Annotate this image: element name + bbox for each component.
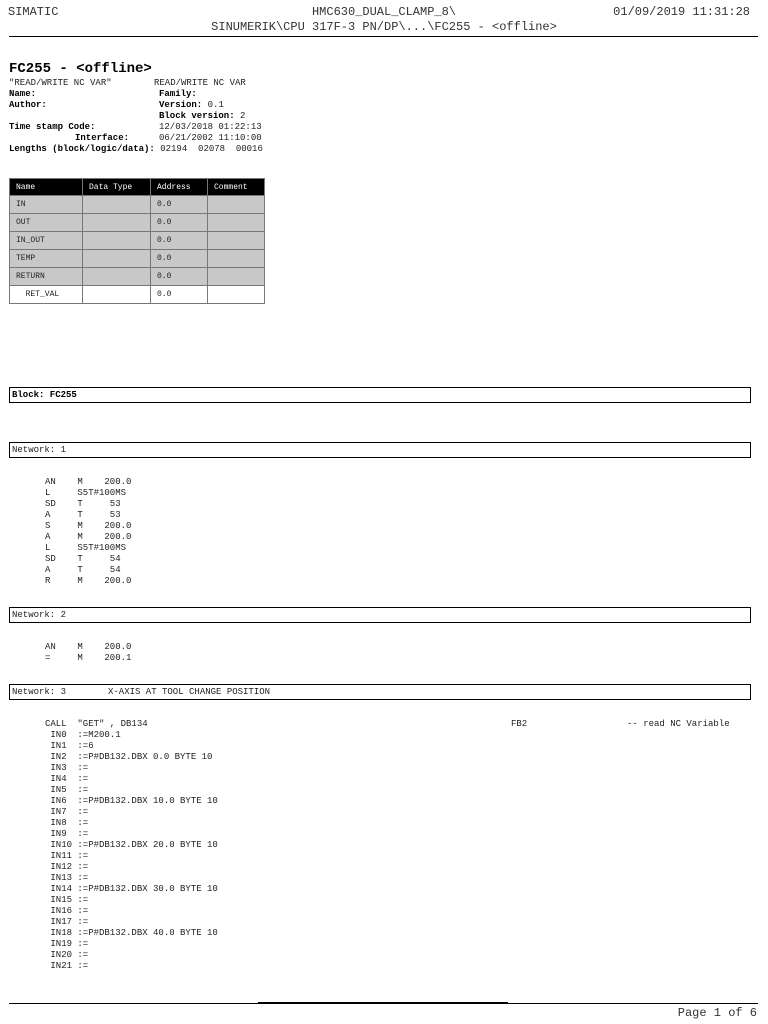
network-1-code: AN M 200.0 L S5T#100MS SD T 53 A T 53 S M 200.0 A M 200.0 L S5T#100MS SD T 54 A T 54 R M 200.0 xyxy=(45,477,132,586)
timestamp-label: Time stamp Code: xyxy=(9,122,96,132)
interface-table-header xyxy=(10,179,265,196)
block-title: FC255 - <offline> xyxy=(9,61,152,77)
cell-comment xyxy=(208,268,265,286)
network-2-label: Network: 2 xyxy=(12,610,67,620)
table-row-ret-val xyxy=(10,286,265,304)
network-3-title: X-AXIS AT TOOL CHANGE POSITION xyxy=(108,687,271,697)
cell-addr: 0.0 xyxy=(151,232,208,250)
header-path: SINUMERIK\CPU 317F-3 PN/DP\...\FC255 - <offline> xyxy=(211,20,557,34)
cell-name: TEMP xyxy=(10,250,83,268)
cell-comment xyxy=(208,214,265,232)
cell-name: IN_OUT xyxy=(10,232,83,250)
timestamp-value: 12/03/2018 01:22:13 xyxy=(159,122,262,132)
cell-comment xyxy=(208,250,265,268)
cell-type xyxy=(83,250,151,268)
table-row-temp xyxy=(10,250,265,268)
cell-name: RETURN xyxy=(10,268,83,286)
cell-name: OUT xyxy=(10,214,83,232)
network-3-call-comment: -- read NC Variable xyxy=(627,719,730,729)
cell-type xyxy=(83,214,151,232)
cell-type xyxy=(83,286,151,304)
page-number: Page 1 of 6 xyxy=(677,1006,757,1020)
network-2-code: AN M 200.0 = M 200.1 xyxy=(45,642,132,663)
table-row-out xyxy=(10,214,265,232)
block-bar xyxy=(9,387,751,403)
network-3-code: IN0 :=M200.1 IN1 :=6 IN2 :=P#DB132.DBX 0.0 BYTE 10 IN3 := IN4 := IN5 := IN6 :=P#DB132.DBX 10.0 BYTE 10 IN7 := IN8 := IN9 := IN10 :=P#DB132.DBX 20.0 BYTE 10 IN11 := IN12 := IN13 := IN14 :=P#DB132.DBX 30.0 BYTE 10 IN15 := IN16 := IN17 := IN18 :=P#DB132.DBX 40.0 BYTE 10 IN19 := IN20 := IN21 := xyxy=(50,730,218,971)
col-comment: Comment xyxy=(208,179,265,196)
cell-addr: 0.0 xyxy=(151,268,208,286)
header-project: HMC630_DUAL_CLAMP_8\ xyxy=(311,5,457,19)
interface-table xyxy=(9,178,265,304)
version-value: 0.1 xyxy=(207,100,224,110)
header-product: SIMATIC xyxy=(8,5,59,19)
lengths-field xyxy=(9,144,263,155)
col-address: Address xyxy=(151,179,208,196)
block-version-field xyxy=(159,111,245,122)
network-3-call: CALL "GET" , DB134 xyxy=(45,719,148,729)
block-comment: READ/WRITE NC VAR xyxy=(154,78,246,88)
cell-type xyxy=(83,196,151,214)
cell-type xyxy=(83,232,151,250)
version-field xyxy=(159,100,224,111)
block-version-value: 2 xyxy=(240,111,246,121)
block-version-label: Block version: xyxy=(159,111,235,121)
lengths-label: Lengths (block/logic/data): xyxy=(9,144,155,154)
cell-type xyxy=(83,268,151,286)
block-bar-label: Block: FC255 xyxy=(12,390,77,400)
cell-comment xyxy=(208,196,265,214)
cell-addr: 0.0 xyxy=(151,286,208,304)
name-label: Name: xyxy=(9,89,37,99)
table-row-in-out xyxy=(10,232,265,250)
header-datetime: 01/09/2019 11:31:28 xyxy=(613,5,750,19)
cell-name: RET_VAL xyxy=(10,286,83,304)
cell-comment xyxy=(208,232,265,250)
col-name: Name xyxy=(10,179,83,196)
cell-comment xyxy=(208,286,265,304)
table-row-in xyxy=(10,196,265,214)
interface-value: 06/21/2002 11:10:00 xyxy=(159,133,262,143)
footer-rule-accent xyxy=(258,1002,508,1004)
cell-addr: 0.0 xyxy=(151,250,208,268)
version-label: Version: xyxy=(159,100,203,110)
block-symbol: "READ/WRITE NC VAR" xyxy=(9,78,112,88)
network-3-header xyxy=(9,684,751,700)
table-row-return xyxy=(10,268,265,286)
author-label: Author: xyxy=(9,100,47,110)
cell-name: IN xyxy=(10,196,83,214)
lengths-value: 02194 02078 00016 xyxy=(160,144,263,154)
cell-addr: 0.0 xyxy=(151,214,208,232)
family-label: Family: xyxy=(159,89,197,99)
cell-addr: 0.0 xyxy=(151,196,208,214)
network-3-fb: FB2 xyxy=(511,719,528,729)
interface-label: Interface: xyxy=(75,133,130,143)
header-rule xyxy=(9,36,758,37)
network-2-header xyxy=(9,607,751,623)
network-1-header xyxy=(9,442,751,458)
network-1-label: Network: 1 xyxy=(12,445,67,455)
network-3-label: Network: 3 xyxy=(12,687,67,697)
col-data-type: Data Type xyxy=(83,179,151,196)
